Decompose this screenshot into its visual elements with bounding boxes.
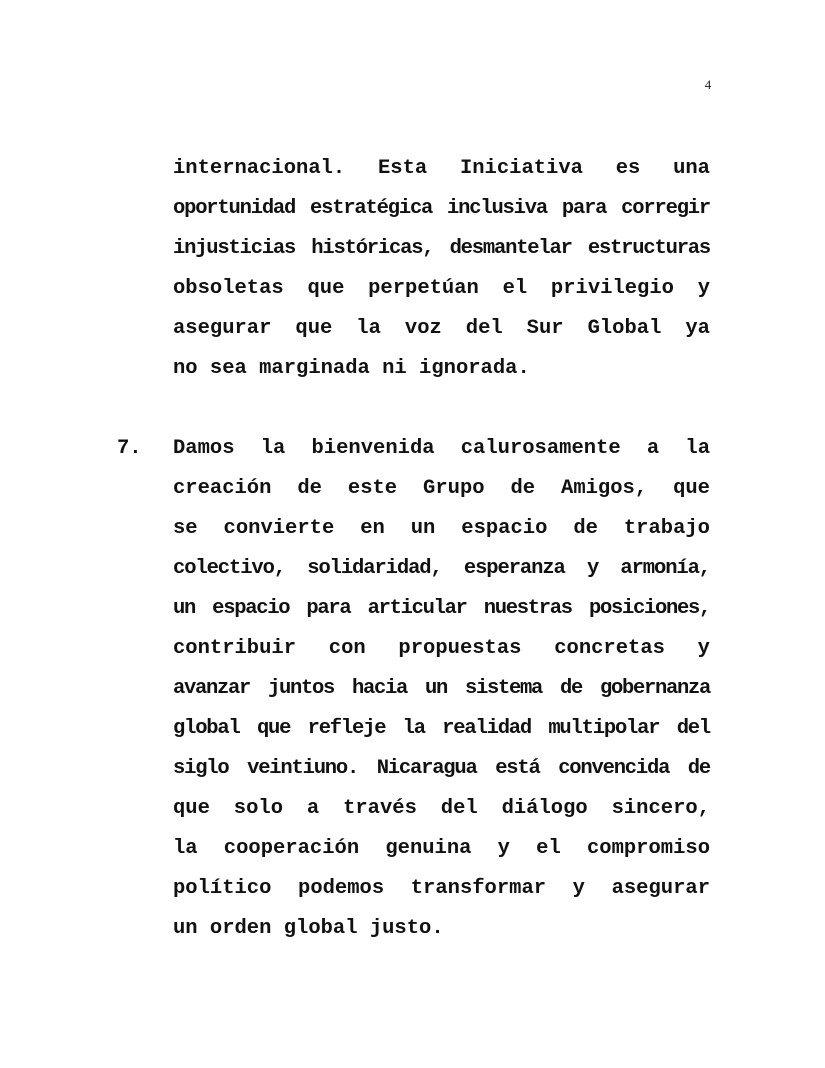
text-line: asegurar que la voz del Sur Global ya [173, 317, 710, 340]
page-number: 4 [704, 77, 712, 92]
paragraph-number: 7. [117, 437, 142, 460]
text-line: oportunidad estratégica inclusiva para corregir [173, 197, 710, 220]
text-line: creación de este Grupo de Amigos, que [173, 477, 710, 500]
text-line: colectivo, solidaridad, esperanza y armonía, [173, 557, 710, 580]
text-line: Damos la bienvenida calurosamente a la [173, 437, 710, 460]
text-line: obsoletas que perpetúan el privilegio y [173, 277, 710, 300]
text-line: avanzar juntos hacia un sistema de gobernanza [173, 677, 710, 700]
text-line: siglo veintiuno. Nicaragua está convencida de [173, 757, 710, 780]
text-line: un espacio para articular nuestras posiciones, [173, 597, 710, 620]
text-line: global que refleje la realidad multipolar del [173, 717, 710, 740]
text-line: no sea marginada ni ignorada. [173, 357, 530, 380]
text-line: que solo a través del diálogo sincero, [173, 797, 710, 820]
text-line: un orden global justo. [173, 917, 444, 940]
text-line: injusticias históricas, desmantelar estructuras [173, 237, 710, 260]
text-line: contribuir con propuestas concretas y [173, 637, 710, 660]
text-line: político podemos transformar y asegurar [173, 877, 710, 900]
text-line: la cooperación genuina y el compromiso [173, 837, 710, 860]
text-line: se convierte en un espacio de trabajo [173, 517, 710, 540]
text-line: internacional. Esta Iniciativa es una [173, 157, 710, 180]
